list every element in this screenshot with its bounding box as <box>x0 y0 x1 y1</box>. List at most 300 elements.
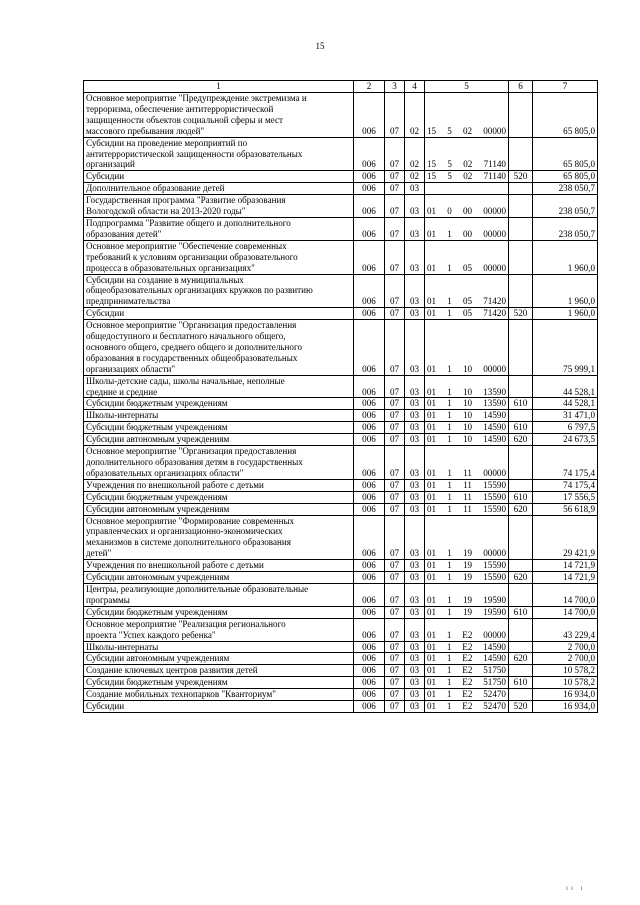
target-article-code <box>427 560 506 571</box>
target-article-direction: 19590 <box>483 594 506 605</box>
target-article-activity: 19 <box>462 560 473 571</box>
target-article-code <box>427 548 506 559</box>
row-target-article-cell <box>425 195 509 218</box>
row-amount: 2 700,0 <box>533 653 598 665</box>
target-article-subprogram: 5 <box>447 125 452 136</box>
row-subsection-code: 02 <box>405 93 425 138</box>
target-article-code <box>427 642 506 653</box>
row-section-code: 07 <box>385 689 405 701</box>
row-name-cell: Субсидии бюджетным учреждениям <box>84 491 354 503</box>
row-name-cell: Субсидии бюджетным учреждениям <box>84 677 354 689</box>
row-section-code: 07 <box>385 677 405 689</box>
row-name-cell: Основное мероприятие "Предупреждение экстремизма и терроризма, обеспечение антитеррористической защищенности объектов социальной сферы и мест массового пребывания людей" <box>84 93 354 138</box>
target-article-program: 01 <box>427 410 437 421</box>
row-section-code: 07 <box>385 665 405 677</box>
target-article-activity: 02 <box>463 171 473 182</box>
row-section-code: 07 <box>385 503 405 515</box>
target-article-activity: 02 <box>462 125 473 136</box>
row-section-code: 07 <box>385 398 405 410</box>
row-target-article-cell <box>425 375 509 398</box>
row-section-code: 07 <box>385 479 405 491</box>
target-article-subprogram: 1 <box>446 701 452 712</box>
row-expense-type-code: 610 <box>509 422 533 434</box>
target-article-direction: 13590 <box>483 398 506 409</box>
row-name-cell: Субсидии бюджетным учреждениям <box>84 422 354 434</box>
row-ministry-code: 006 <box>354 171 385 183</box>
target-article-subprogram: 1 <box>447 410 452 421</box>
target-article-code <box>427 422 506 433</box>
row-target-article-cell <box>425 515 509 560</box>
row-subsection-code: 03 <box>405 195 425 218</box>
row-subsection-code: 03 <box>405 665 425 677</box>
target-article-activity: 10 <box>462 386 473 397</box>
row-subsection-code: 03 <box>405 641 425 653</box>
row-subsection-code: 03 <box>405 560 425 572</box>
row-section-code: 07 <box>385 93 405 138</box>
row-subsection-code: 03 <box>405 217 425 240</box>
row-expense-type-code: 620 <box>509 653 533 665</box>
table-row <box>84 677 598 689</box>
row-name-cell: Субсидии <box>84 308 354 320</box>
target-article-code <box>427 263 506 274</box>
row-section-code: 07 <box>385 583 405 606</box>
target-article-program: 01 <box>427 262 437 273</box>
target-article-direction: 15590 <box>483 560 506 571</box>
row-amount: 1 960,0 <box>533 274 598 308</box>
target-article-direction: 52470 <box>483 689 506 700</box>
target-article-direction: 52470 <box>483 701 506 712</box>
target-article-subprogram: 1 <box>447 572 452 583</box>
row-name-cell: Государственная программа "Развитие образования Вологодской области на 2013-2020 годы" <box>84 195 354 218</box>
table-row <box>84 479 598 491</box>
row-target-article-cell <box>425 572 509 584</box>
target-article-subprogram: 1 <box>447 386 452 397</box>
table-row <box>84 183 598 195</box>
row-ministry-code: 006 <box>354 195 385 218</box>
table-row <box>84 195 598 218</box>
row-subsection-code: 03 <box>405 503 425 515</box>
target-article-direction: 51750 <box>483 665 506 676</box>
table-row <box>84 572 598 584</box>
row-section-code: 07 <box>385 701 405 713</box>
header-col-6: 6 <box>509 81 533 93</box>
target-article-code <box>427 595 506 606</box>
target-article-activity: E2 <box>462 629 473 640</box>
table-body <box>84 93 598 713</box>
target-article-program: 01 <box>427 308 437 319</box>
row-subsection-code: 03 <box>405 618 425 641</box>
row-ministry-code: 006 <box>354 583 385 606</box>
target-article-program: 01 <box>427 503 437 514</box>
target-article-subprogram: 1 <box>447 548 452 559</box>
row-ministry-code: 006 <box>354 572 385 584</box>
row-name-cell: Субсидии бюджетным учреждениям <box>84 606 354 618</box>
row-name-cell: Субсидии на проведение мероприятий по антитеррористической защищенности образовательных организаций <box>84 137 354 171</box>
target-article-direction: 00000 <box>483 206 506 217</box>
row-name-cell: Создание мобильных технопарков "Кванториум" <box>84 689 354 701</box>
row-section-code: 07 <box>385 410 405 422</box>
row-subsection-code: 03 <box>405 689 425 701</box>
target-article-direction: 15590 <box>483 503 506 514</box>
row-amount: 14 700,0 <box>533 583 598 606</box>
target-article-program: 01 <box>427 228 437 239</box>
target-article-program: 01 <box>427 677 437 688</box>
row-target-article-cell <box>425 677 509 689</box>
row-ministry-code: 006 <box>354 665 385 677</box>
row-expense-type-code: 620 <box>509 434 533 446</box>
target-article-direction: 00000 <box>483 262 506 273</box>
table-row <box>84 375 598 398</box>
row-name-cell: Дополнительное образование детей <box>84 183 354 195</box>
row-amount: 75 999,1 <box>533 320 598 376</box>
row-name-cell: Основное мероприятие "Организация предоставления дополнительного образования детям в государственных образовательных организациях области" <box>84 446 354 480</box>
target-article-activity: 19 <box>462 594 473 605</box>
target-article-program: 01 <box>427 548 437 559</box>
target-article-direction: 14590 <box>483 422 506 433</box>
row-section-code: 07 <box>385 171 405 183</box>
row-subsection-code: 03 <box>405 572 425 584</box>
target-article-activity: E2 <box>462 701 473 712</box>
row-amount: 14 700,0 <box>533 606 598 618</box>
target-article-subprogram: 1 <box>447 467 452 478</box>
row-target-article-cell <box>425 503 509 515</box>
target-article-activity: 05 <box>462 262 473 273</box>
row-name-cell: Субсидии <box>84 171 354 183</box>
row-amount: 56 618,9 <box>533 503 598 515</box>
row-ministry-code: 006 <box>354 689 385 701</box>
target-article-subprogram: 1 <box>447 503 452 514</box>
row-ministry-code: 006 <box>354 653 385 665</box>
target-article-activity: 02 <box>463 159 473 170</box>
header-row <box>84 81 598 93</box>
row-subsection-code: 03 <box>405 446 425 480</box>
row-ministry-code: 006 <box>354 93 385 138</box>
row-ministry-code: 006 <box>354 677 385 689</box>
row-expense-type-code <box>509 240 533 274</box>
row-section-code: 07 <box>385 217 405 240</box>
row-expense-type-code <box>509 183 533 195</box>
target-article-subprogram: 1 <box>447 228 452 239</box>
table-row <box>84 689 598 701</box>
row-amount: 238 050,7 <box>533 183 598 195</box>
target-article-program: 01 <box>427 206 437 217</box>
row-ministry-code: 006 <box>354 217 385 240</box>
row-ministry-code: 006 <box>354 375 385 398</box>
row-amount: 14 721,9 <box>533 560 598 572</box>
row-section-code: 07 <box>385 274 405 308</box>
row-expense-type-code <box>509 137 533 171</box>
target-article-direction: 71140 <box>483 171 506 182</box>
target-article-program: 15 <box>427 171 437 182</box>
target-article-activity: 11 <box>463 467 472 478</box>
row-expense-type-code <box>509 515 533 560</box>
row-target-article-cell <box>425 171 509 183</box>
row-expense-type-code: 610 <box>509 491 533 503</box>
row-subsection-code: 03 <box>405 398 425 410</box>
target-article-direction: 71420 <box>483 296 506 307</box>
target-article-direction: 14590 <box>483 410 506 421</box>
target-article-direction: 00000 <box>483 363 506 374</box>
row-target-article-cell <box>425 491 509 503</box>
target-article-direction: 19590 <box>483 606 506 617</box>
row-ministry-code: 006 <box>354 398 385 410</box>
row-target-article-cell <box>425 653 509 665</box>
target-article-activity: 19 <box>462 606 473 617</box>
table-row <box>84 503 598 515</box>
page-number: 15 <box>315 41 325 51</box>
row-subsection-code: 03 <box>405 701 425 713</box>
target-article-program: 01 <box>427 560 437 571</box>
row-amount: 65 805,0 <box>533 137 598 171</box>
target-article-code <box>427 387 506 398</box>
row-target-article-cell <box>425 410 509 422</box>
row-target-article-cell <box>425 560 509 572</box>
row-section-code: 07 <box>385 183 405 195</box>
row-expense-type-code <box>509 618 533 641</box>
target-article-program: 01 <box>427 594 437 605</box>
target-article-subprogram: 5 <box>447 171 452 182</box>
row-amount: 1 960,0 <box>533 308 598 320</box>
target-article-activity: 05 <box>462 296 473 307</box>
table-row <box>84 665 598 677</box>
target-article-activity: 11 <box>463 479 472 490</box>
row-subsection-code: 03 <box>405 434 425 446</box>
target-article-program: 01 <box>427 606 437 617</box>
target-article-activity: E2 <box>462 653 473 664</box>
target-article-program: 15 <box>427 159 437 170</box>
row-name-cell: Центры, реализующие дополнительные образовательные программы <box>84 583 354 606</box>
header-col-7: 7 <box>533 81 598 93</box>
target-article-direction: 14590 <box>483 641 506 652</box>
row-section-code: 07 <box>385 641 405 653</box>
row-amount: 44 528,1 <box>533 375 598 398</box>
target-article-program: 01 <box>427 363 437 374</box>
row-expense-type-code: 620 <box>509 503 533 515</box>
row-amount: 238 050,7 <box>533 217 598 240</box>
row-amount: 31 471,0 <box>533 410 598 422</box>
target-article-program: 01 <box>427 641 437 652</box>
target-article-subprogram: 1 <box>446 653 452 664</box>
row-subsection-code: 03 <box>405 320 425 376</box>
target-article-code <box>427 308 506 319</box>
row-target-article-cell <box>425 641 509 653</box>
footer-mark: ıı ı <box>566 884 586 892</box>
row-target-article-cell <box>425 217 509 240</box>
target-article-direction: 71140 <box>483 159 506 170</box>
row-expense-type-code <box>509 375 533 398</box>
target-article-program: 01 <box>427 386 437 397</box>
table-row <box>84 434 598 446</box>
table-row <box>84 618 598 641</box>
row-name-cell: Основное мероприятие "Реализация регионального проекта "Успех каждого ребенка" <box>84 618 354 641</box>
table-row <box>84 217 598 240</box>
row-target-article-cell <box>425 137 509 171</box>
header-col-5: 5 <box>425 81 509 93</box>
row-target-article-cell <box>425 618 509 641</box>
table-row <box>84 320 598 376</box>
row-section-code: 07 <box>385 606 405 618</box>
row-target-article-cell <box>425 422 509 434</box>
row-subsection-code: 03 <box>405 422 425 434</box>
row-name-cell: Субсидии автономным учреждениям <box>84 653 354 665</box>
row-name-cell: Школы-интернаты <box>84 410 354 422</box>
target-article-subprogram: 1 <box>447 560 452 571</box>
target-article-direction: 15590 <box>483 572 506 583</box>
row-ministry-code: 006 <box>354 308 385 320</box>
target-article-program: 01 <box>427 398 437 409</box>
row-section-code: 07 <box>385 560 405 572</box>
table-row <box>84 410 598 422</box>
row-ministry-code: 006 <box>354 422 385 434</box>
row-name-cell: Субсидии <box>84 701 354 713</box>
row-expense-type-code <box>509 665 533 677</box>
target-article-code <box>427 206 506 217</box>
row-name-cell: Создание ключевых центров развития детей <box>84 665 354 677</box>
row-section-code: 07 <box>385 446 405 480</box>
row-section-code: 07 <box>385 137 405 171</box>
table-row <box>84 653 598 665</box>
row-target-article-cell <box>425 434 509 446</box>
target-article-code <box>427 410 506 421</box>
row-amount: 43 229,4 <box>533 618 598 641</box>
target-article-subprogram: 1 <box>447 434 452 445</box>
target-article-subprogram: 1 <box>447 308 452 319</box>
row-expense-type-code <box>509 410 533 422</box>
row-amount: 16 934,0 <box>533 701 598 713</box>
target-article-subprogram: 1 <box>446 665 452 676</box>
target-article-code <box>427 492 506 503</box>
row-ministry-code: 006 <box>354 137 385 171</box>
row-expense-type-code <box>509 320 533 376</box>
row-amount: 1 960,0 <box>533 240 598 274</box>
row-ministry-code: 006 <box>354 701 385 713</box>
row-target-article-cell <box>425 583 509 606</box>
row-name-cell: Субсидии бюджетным учреждениям <box>84 398 354 410</box>
row-target-article-cell <box>425 701 509 713</box>
table-row <box>84 137 598 171</box>
target-article-subprogram: 1 <box>446 677 452 688</box>
target-article-activity: 11 <box>463 503 472 514</box>
row-name-cell: Субсидии автономным учреждениям <box>84 572 354 584</box>
header-col-4: 4 <box>405 81 425 93</box>
row-target-article-cell <box>425 183 509 195</box>
row-ministry-code: 006 <box>354 240 385 274</box>
target-article-program: 01 <box>427 629 437 640</box>
target-article-subprogram: 1 <box>446 641 452 652</box>
row-ministry-code: 006 <box>354 446 385 480</box>
row-section-code: 07 <box>385 491 405 503</box>
row-section-code: 07 <box>385 618 405 641</box>
row-ministry-code: 006 <box>354 606 385 618</box>
row-amount: 65 805,0 <box>533 171 598 183</box>
table-row <box>84 606 598 618</box>
row-amount: 10 578,2 <box>533 677 598 689</box>
target-article-activity: 10 <box>462 434 473 445</box>
header-col-1: 1 <box>84 81 354 93</box>
row-section-code: 07 <box>385 320 405 376</box>
row-name-cell: Субсидии автономным учреждениям <box>84 503 354 515</box>
row-name-cell: Школы-интернаты <box>84 641 354 653</box>
row-ministry-code: 006 <box>354 320 385 376</box>
target-article-activity: 00 <box>462 206 473 217</box>
target-article-program: 01 <box>427 491 437 502</box>
row-subsection-code: 03 <box>405 677 425 689</box>
target-article-program: 01 <box>427 653 437 664</box>
target-article-code <box>427 572 506 583</box>
row-ministry-code: 006 <box>354 274 385 308</box>
row-ministry-code: 006 <box>354 183 385 195</box>
row-subsection-code: 02 <box>405 137 425 171</box>
table-row <box>84 583 598 606</box>
row-amount: 10 578,2 <box>533 665 598 677</box>
row-expense-type-code: 520 <box>509 171 533 183</box>
row-section-code: 07 <box>385 434 405 446</box>
row-expense-type-code <box>509 274 533 308</box>
row-section-code: 07 <box>385 572 405 584</box>
row-target-article-cell <box>425 398 509 410</box>
row-expense-type-code <box>509 641 533 653</box>
row-expense-type-code: 610 <box>509 677 533 689</box>
table-row <box>84 308 598 320</box>
target-article-direction: 00000 <box>483 228 506 239</box>
row-section-code: 07 <box>385 515 405 560</box>
target-article-direction: 15590 <box>483 479 506 490</box>
target-article-activity: E2 <box>462 677 473 688</box>
target-article-program: 01 <box>427 701 437 712</box>
target-article-program: 01 <box>427 572 437 583</box>
target-article-direction: 71420 <box>483 308 506 319</box>
row-expense-type-code <box>509 479 533 491</box>
row-name-cell: Основное мероприятие "Обеспечение современных требований к условиям организации образовательного процесса в образовательных организациях" <box>84 240 354 274</box>
row-section-code: 07 <box>385 422 405 434</box>
row-amount: 44 528,1 <box>533 398 598 410</box>
target-article-program: 15 <box>427 125 437 136</box>
table-row <box>84 398 598 410</box>
target-article-code <box>427 434 506 445</box>
row-section-code: 07 <box>385 653 405 665</box>
target-article-code <box>427 504 506 515</box>
target-article-activity: 10 <box>462 398 473 409</box>
row-subsection-code: 03 <box>405 183 425 195</box>
target-article-code <box>427 364 506 375</box>
table-row <box>84 515 598 560</box>
table-row <box>84 274 598 308</box>
target-article-program: 01 <box>427 434 437 445</box>
target-article-code <box>427 171 506 182</box>
table-row <box>84 560 598 572</box>
row-target-article-cell <box>425 274 509 308</box>
row-section-code: 07 <box>385 240 405 274</box>
target-article-code <box>427 665 506 676</box>
row-ministry-code: 006 <box>354 491 385 503</box>
row-subsection-code: 03 <box>405 653 425 665</box>
target-article-direction: 00000 <box>483 629 506 640</box>
row-name-cell: Основное мероприятие "Организация предоставления общедоступного и бесплатного начального общего, основного общего, среднего общего и дополнительного образования в государственных общеобразовательных организациях области" <box>84 320 354 376</box>
row-section-code: 07 <box>385 375 405 398</box>
target-article-subprogram: 1 <box>447 606 452 617</box>
target-article-program: 01 <box>427 467 437 478</box>
row-name-cell: Учреждения по внешкольной работе с детьми <box>84 560 354 572</box>
target-article-subprogram: 1 <box>447 422 452 433</box>
target-article-activity: 19 <box>462 572 473 583</box>
row-ministry-code: 006 <box>354 641 385 653</box>
row-amount: 2 700,0 <box>533 641 598 653</box>
row-name-cell: Основное мероприятие "Формирование современных управленческих и организационно-экономических механизмов в системе дополнительного образования детей" <box>84 515 354 560</box>
table-row <box>84 701 598 713</box>
row-amount: 16 934,0 <box>533 689 598 701</box>
table-row <box>84 491 598 503</box>
row-subsection-code: 03 <box>405 240 425 274</box>
